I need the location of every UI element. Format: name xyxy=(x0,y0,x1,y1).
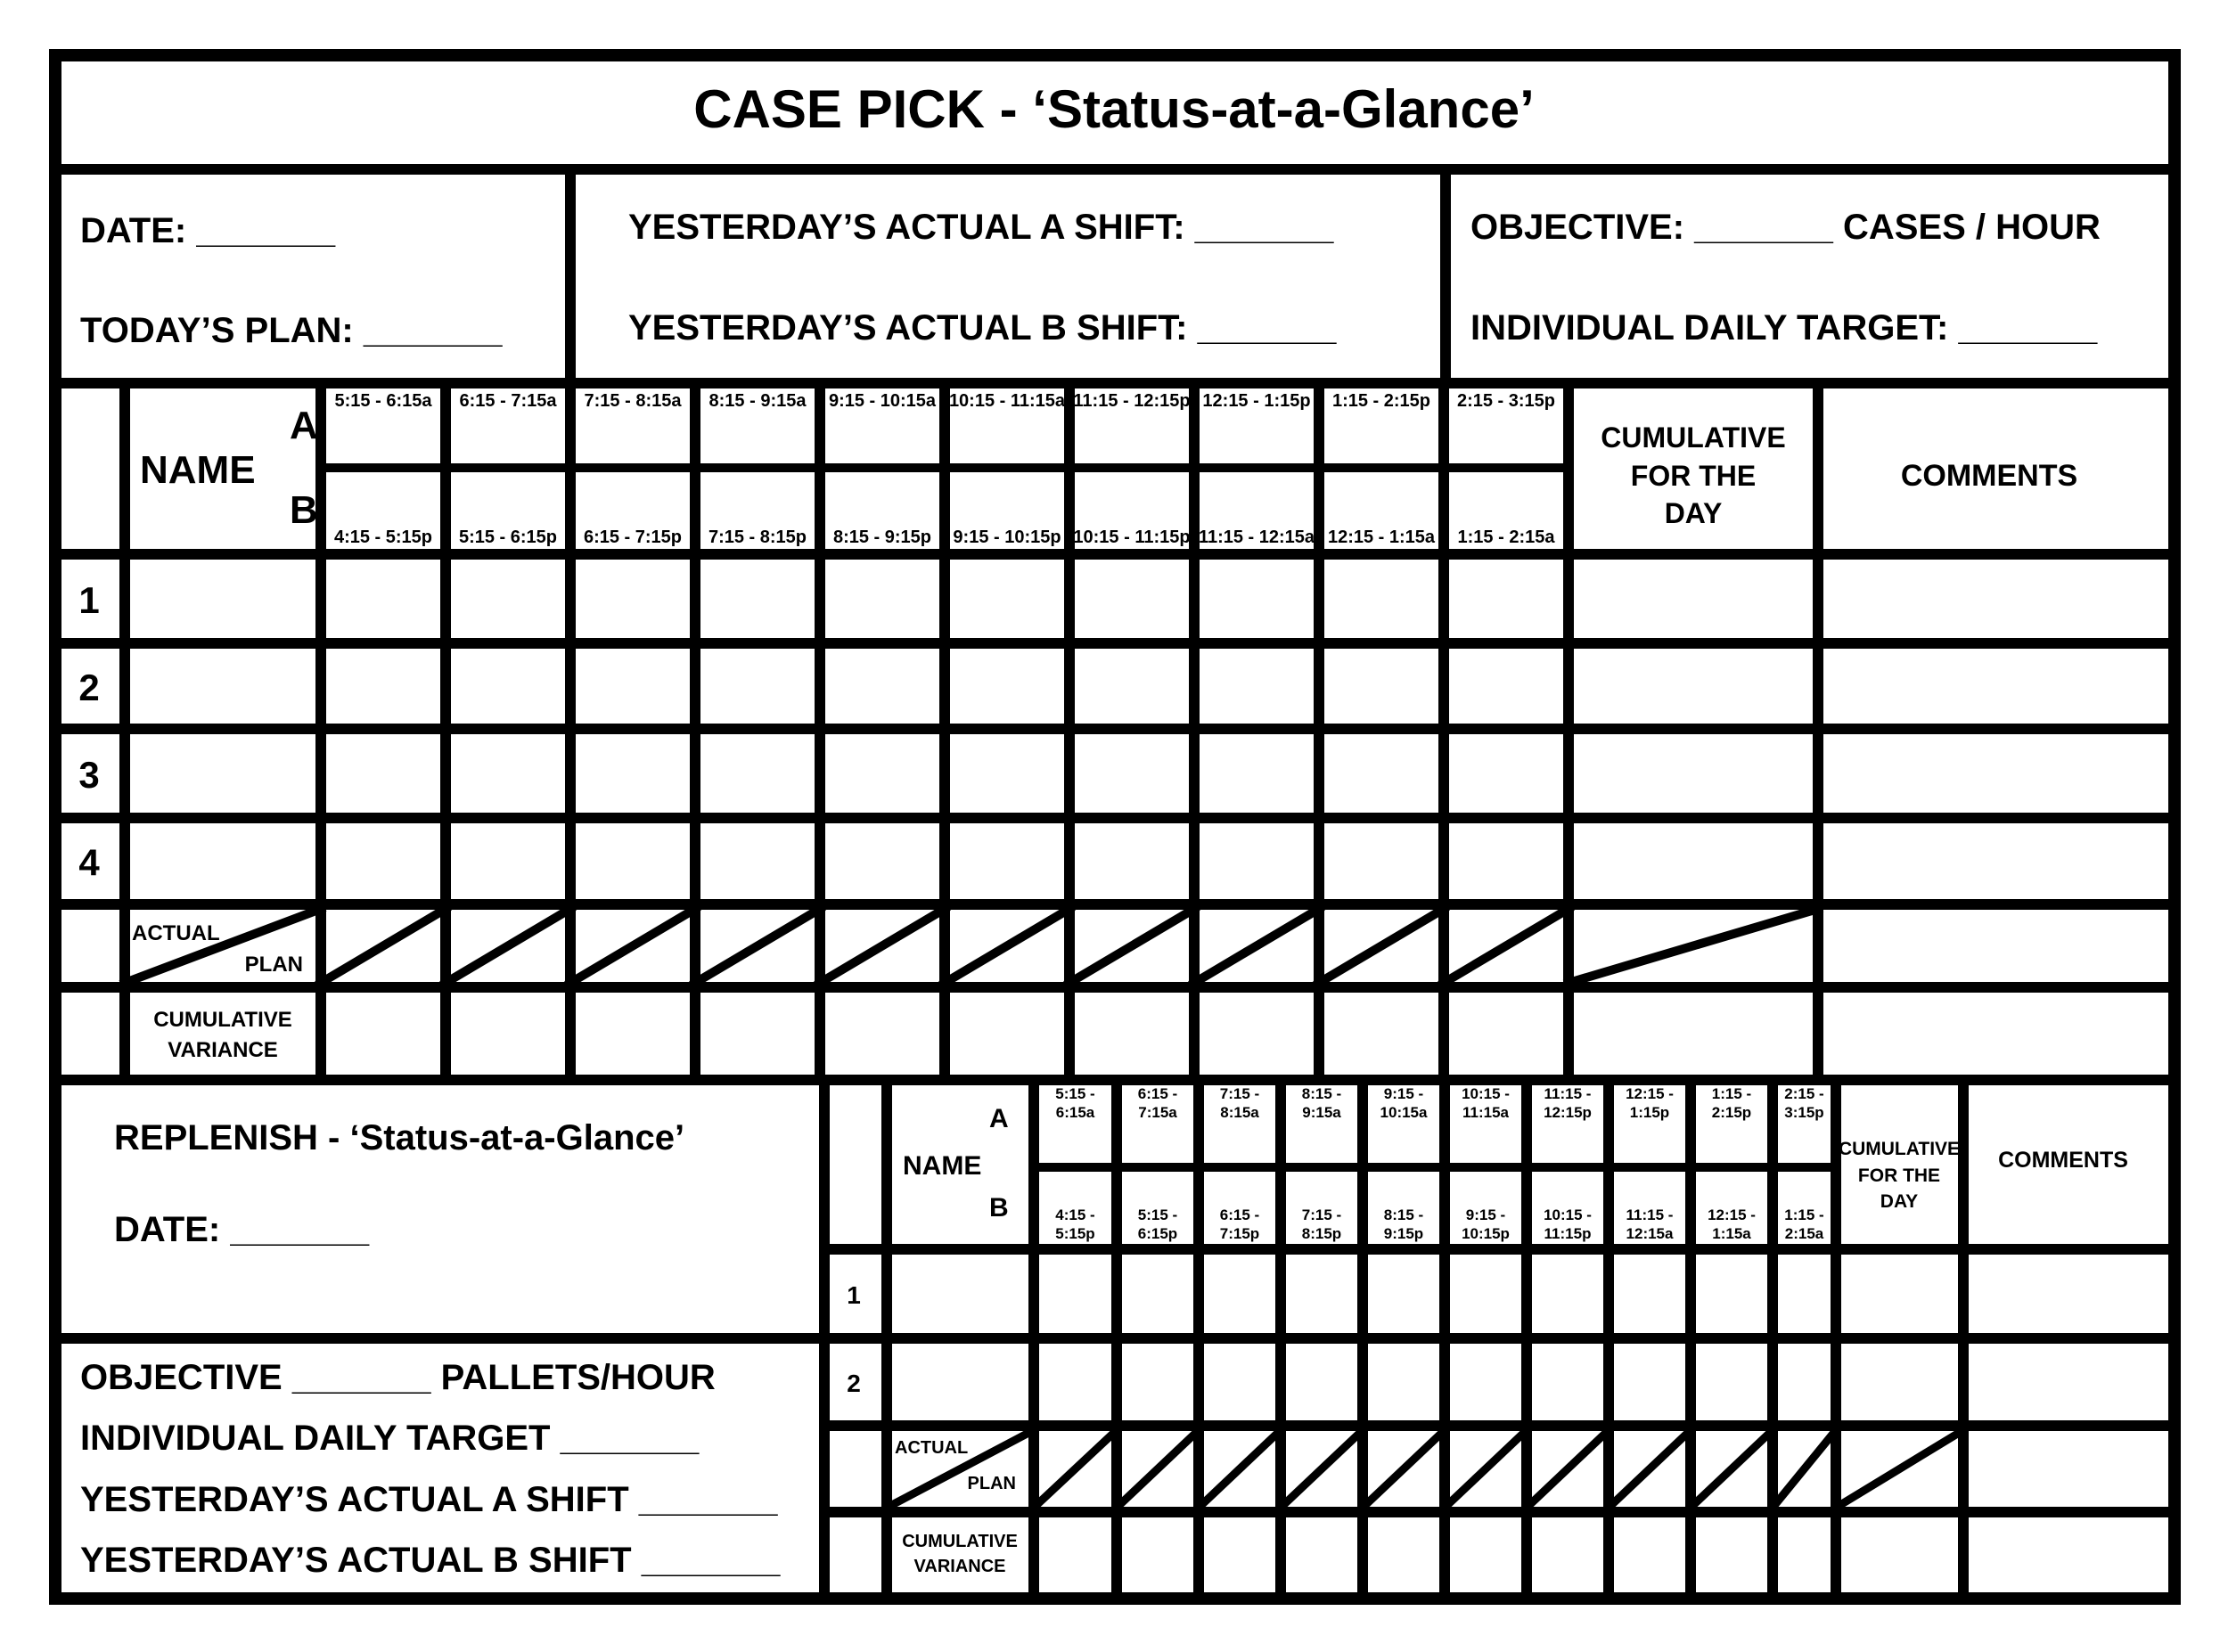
replenish-entry-cell[interactable] xyxy=(1281,1338,1363,1426)
case-pick-actual-plan-cell[interactable] xyxy=(446,904,570,987)
replenish-actual-plan-cell[interactable] xyxy=(1963,1426,2175,1512)
case-pick-entry-cell[interactable] xyxy=(1818,643,2175,729)
replenish-actual-plan-cell[interactable] xyxy=(1773,1426,1836,1512)
replenish-a-time-label: 5:15 - xyxy=(1055,1085,1095,1102)
case-pick-actual-plan-cell[interactable] xyxy=(1444,904,1569,987)
case-pick-entry-cell[interactable] xyxy=(125,729,321,818)
case-pick-a-time-label: 9:15 - 10:15a xyxy=(828,391,937,411)
case-pick-objective-field[interactable]: OBJECTIVE: _______ CASES / HOUR xyxy=(1470,208,2101,247)
case-pick-entry-cell[interactable] xyxy=(446,818,570,904)
case-pick-variance-cell[interactable] xyxy=(1069,987,1194,1080)
replenish-variance-cell[interactable] xyxy=(1691,1512,1773,1599)
replenish-title: REPLENISH - ‘Status-at-a-Glance’ xyxy=(114,1118,685,1157)
replenish-b-time-label: 12:15a xyxy=(1626,1225,1674,1242)
case-pick-variance-cell[interactable] xyxy=(1319,987,1444,1080)
case-pick-entry-cell[interactable] xyxy=(321,643,446,729)
replenish-entry-cell[interactable] xyxy=(1963,1249,2175,1338)
replenish-variance-cell[interactable] xyxy=(1117,1512,1199,1599)
replenish-individual-target-field[interactable]: INDIVIDUAL DAILY TARGET _______ xyxy=(80,1419,700,1458)
case-pick-variance-cell[interactable] xyxy=(1569,987,1818,1080)
case-pick-entry-cell[interactable] xyxy=(1818,554,2175,643)
case-pick-b-time-label: 1:15 - 2:15a xyxy=(1457,527,1555,547)
replenish-a-time-label: 7:15 - xyxy=(1219,1085,1260,1102)
replenish-variance-cell[interactable] xyxy=(1836,1512,1963,1599)
replenish-cumulative-header-line: CUMULATIVE xyxy=(1838,1139,1961,1159)
case-pick-actual-plan-cell[interactable] xyxy=(945,904,1069,987)
case-pick-entry-cell[interactable] xyxy=(1569,729,1818,818)
replenish-b-time-label: 1:15a xyxy=(1712,1225,1751,1242)
replenish-b-time-label: 6:15 - xyxy=(1219,1206,1260,1223)
replenish-cumulative-header-line: DAY xyxy=(1880,1191,1919,1212)
replenish-entry-cell[interactable] xyxy=(1281,1249,1363,1338)
replenish-a-time-label: 8:15 - xyxy=(1301,1085,1342,1102)
case-pick-entry-cell[interactable] xyxy=(695,729,820,818)
replenish-entry-cell[interactable] xyxy=(1034,1249,1117,1338)
case-pick-entry-cell[interactable] xyxy=(446,643,570,729)
replenish-entry-cell[interactable] xyxy=(1691,1249,1773,1338)
case-pick-entry-cell[interactable] xyxy=(125,818,321,904)
case-pick-b-time-label: 5:15 - 6:15p xyxy=(458,527,558,547)
case-pick-entry-cell[interactable] xyxy=(446,554,570,643)
case-pick-actual-plan-cell[interactable] xyxy=(1319,904,1444,987)
case-pick-variance-cell[interactable] xyxy=(695,987,820,1080)
case-pick-cumulative-variance-label: CUMULATIVE xyxy=(153,1008,292,1032)
replenish-entry-cell[interactable] xyxy=(887,1249,1034,1338)
replenish-name-header: NAME xyxy=(903,1151,982,1181)
replenish-cumulative-header-line: FOR THE xyxy=(1857,1165,1941,1186)
case-pick-variance-cell[interactable] xyxy=(321,987,446,1080)
replenish-entry-cell[interactable] xyxy=(1199,1249,1281,1338)
replenish-entry-cell[interactable] xyxy=(1527,1249,1609,1338)
case-pick-actual-label: ACTUAL xyxy=(132,921,220,945)
replenish-a-time-label: 9:15 - xyxy=(1383,1085,1424,1102)
case-pick-actual-plan-cell[interactable] xyxy=(1194,904,1319,987)
case-pick-variance-cell[interactable] xyxy=(820,987,945,1080)
replenish-actual-plan-cell[interactable] xyxy=(1691,1426,1773,1512)
replenish-b-time-label: 8:15p xyxy=(1301,1225,1342,1242)
replenish-a-time-label: 9:15a xyxy=(1302,1104,1341,1121)
case-pick-entry-cell[interactable] xyxy=(1818,818,2175,904)
replenish-b-time-label: 1:15 - xyxy=(1784,1206,1824,1223)
case-pick-a-time-label: 12:15 - 1:15p xyxy=(1202,391,1311,411)
case-pick-entry-cell[interactable] xyxy=(1194,643,1319,729)
case-pick-entry-cell[interactable] xyxy=(1444,729,1569,818)
case-pick-cumulative-variance-label: VARIANCE xyxy=(168,1038,278,1062)
case-pick-actual-plan-cell[interactable] xyxy=(321,904,446,987)
replenish-variance-cell[interactable] xyxy=(1963,1512,2175,1599)
case-pick-variance-cell[interactable] xyxy=(1444,987,1569,1080)
case-pick-variance-cell[interactable] xyxy=(1818,987,2175,1080)
case-pick-entry-cell[interactable] xyxy=(820,818,945,904)
case-pick-row-number: 2 xyxy=(78,667,100,708)
case-pick-entry-cell[interactable] xyxy=(321,818,446,904)
replenish-b-time-label: 8:15 - xyxy=(1383,1206,1424,1223)
replenish-b-time-label: 11:15 - xyxy=(1626,1206,1674,1223)
replenish-entry-cell[interactable] xyxy=(1609,1338,1691,1426)
case-pick-a-time-label: 6:15 - 7:15a xyxy=(459,391,557,411)
replenish-b-time-label: 11:15p xyxy=(1544,1225,1592,1242)
replenish-entry-cell[interactable] xyxy=(1836,1249,1963,1338)
case-pick-entry-cell[interactable] xyxy=(321,729,446,818)
case-pick-entry-cell[interactable] xyxy=(945,729,1069,818)
case-pick-b-time-label: 7:15 - 8:15p xyxy=(708,527,807,547)
replenish-a-time-label: 6:15a xyxy=(1055,1104,1095,1121)
replenish-a-time-label: 10:15 - xyxy=(1462,1085,1510,1102)
case-pick-entry-cell[interactable] xyxy=(945,643,1069,729)
case-pick-yesterday-b-field[interactable]: YESTERDAY’S ACTUAL B SHIFT: _______ xyxy=(628,308,1337,348)
case-pick-entry-cell[interactable] xyxy=(321,554,446,643)
case-pick-entry-cell[interactable] xyxy=(1194,818,1319,904)
replenish-yesterday-a-field[interactable]: YESTERDAY’S ACTUAL A SHIFT _______ xyxy=(80,1480,778,1519)
case-pick-todays-plan-field[interactable]: TODAY’S PLAN: _______ xyxy=(80,311,503,350)
replenish-a-time-label: 12:15 - xyxy=(1626,1085,1674,1102)
case-pick-entry-cell[interactable] xyxy=(1319,818,1444,904)
replenish-plan-label: PLAN xyxy=(967,1474,1016,1493)
replenish-entry-cell[interactable] xyxy=(887,1338,1034,1426)
case-pick-b-time-label: 6:15 - 7:15p xyxy=(583,527,683,547)
case-pick-date-field[interactable]: DATE: _______ xyxy=(80,211,336,250)
case-pick-variance-cell[interactable] xyxy=(570,987,695,1080)
replenish-entry-cell[interactable] xyxy=(1773,1249,1836,1338)
replenish-row-number: 2 xyxy=(847,1370,861,1397)
replenish-variance-cell[interactable] xyxy=(1363,1512,1445,1599)
case-pick-a-time-label: 5:15 - 6:15a xyxy=(334,391,432,411)
replenish-entry-cell[interactable] xyxy=(1836,1338,1963,1426)
case-pick-entry-cell[interactable] xyxy=(570,729,695,818)
replenish-a-time-label: 2:15 - xyxy=(1784,1085,1824,1102)
replenish-entry-cell[interactable] xyxy=(1963,1338,2175,1426)
replenish-actual-plan-cell[interactable] xyxy=(1836,1426,1963,1512)
replenish-actual-plan-cell[interactable] xyxy=(1445,1426,1527,1512)
case-pick-name-header: NAME xyxy=(140,448,256,492)
replenish-date-field[interactable]: DATE: _______ xyxy=(114,1210,370,1249)
case-pick-entry-cell[interactable] xyxy=(820,729,945,818)
replenish-actual-plan-cell[interactable] xyxy=(1034,1426,1117,1512)
replenish-b-time-label: 10:15p xyxy=(1462,1225,1510,1242)
case-pick-cumulative-header-line: CUMULATIVE xyxy=(1601,421,1786,454)
case-pick-individual-target-field[interactable]: INDIVIDUAL DAILY TARGET: _______ xyxy=(1470,308,2098,348)
case-pick-b-time-label: 9:15 - 10:15p xyxy=(953,527,1061,547)
case-pick-entry-cell[interactable] xyxy=(1319,554,1444,643)
replenish-variance-cell[interactable] xyxy=(1281,1512,1363,1599)
case-pick-variance-cell[interactable] xyxy=(446,987,570,1080)
replenish-entry-cell[interactable] xyxy=(1363,1249,1445,1338)
replenish-entry-cell[interactable] xyxy=(1117,1249,1199,1338)
replenish-a-time-label: 7:15a xyxy=(1138,1104,1177,1121)
case-pick-entry-cell[interactable] xyxy=(820,554,945,643)
case-pick-cumulative-header-line: DAY xyxy=(1664,497,1723,529)
replenish-variance-cell[interactable] xyxy=(1773,1512,1836,1599)
replenish-a-time-label: 12:15p xyxy=(1544,1104,1592,1121)
case-pick-shift-b-label: B xyxy=(290,488,318,532)
case-pick-plan-label: PLAN xyxy=(244,953,303,977)
case-pick-entry-cell[interactable] xyxy=(695,818,820,904)
replenish-a-time-label: 10:15a xyxy=(1380,1104,1428,1121)
case-pick-yesterday-a-field[interactable]: YESTERDAY’S ACTUAL A SHIFT: _______ xyxy=(628,208,1334,247)
replenish-cumulative-variance-label: VARIANCE xyxy=(913,1557,1006,1576)
replenish-b-time-label: 5:15 - xyxy=(1137,1206,1178,1223)
replenish-b-time-label: 4:15 - xyxy=(1055,1206,1095,1223)
case-pick-a-time-label: 11:15 - 12:15p xyxy=(1073,391,1191,411)
case-pick-entry-cell[interactable] xyxy=(945,818,1069,904)
case-pick-a-time-label: 1:15 - 2:15p xyxy=(1331,391,1431,411)
case-pick-a-time-label: 10:15 - 11:15a xyxy=(948,391,1066,411)
case-pick-b-time-label: 12:15 - 1:15a xyxy=(1327,527,1436,547)
case-pick-entry-cell[interactable] xyxy=(1818,729,2175,818)
replenish-actual-plan-cell[interactable] xyxy=(1527,1426,1609,1512)
replenish-entry-cell[interactable] xyxy=(1445,1338,1527,1426)
replenish-shift-a-label: A xyxy=(989,1104,1009,1133)
replenish-b-time-label: 10:15 - xyxy=(1544,1206,1592,1223)
case-pick-entry-cell[interactable] xyxy=(1444,643,1569,729)
case-pick-comments-header: COMMENTS xyxy=(1900,459,2078,493)
replenish-a-time-label: 6:15 - xyxy=(1137,1085,1178,1102)
replenish-entry-cell[interactable] xyxy=(1527,1338,1609,1426)
replenish-comments-header: COMMENTS xyxy=(1998,1148,2128,1173)
case-pick-b-time-label: 8:15 - 9:15p xyxy=(832,527,932,547)
replenish-shift-b-label: B xyxy=(989,1193,1009,1223)
replenish-b-time-label: 6:15p xyxy=(1137,1225,1178,1242)
case-pick-entry-cell[interactable] xyxy=(1069,729,1194,818)
replenish-a-time-label: 3:15p xyxy=(1784,1104,1824,1121)
case-pick-entry-cell[interactable] xyxy=(695,643,820,729)
replenish-b-time-label: 5:15p xyxy=(1055,1225,1095,1242)
case-pick-entry-cell[interactable] xyxy=(695,554,820,643)
case-pick-entry-cell[interactable] xyxy=(1569,643,1818,729)
case-pick-entry-cell[interactable] xyxy=(1069,554,1194,643)
case-pick-entry-cell[interactable] xyxy=(125,643,321,729)
case-pick-entry-cell[interactable] xyxy=(570,818,695,904)
case-pick-entry-cell[interactable] xyxy=(1444,818,1569,904)
replenish-b-time-label: 7:15 - xyxy=(1301,1206,1342,1223)
case-pick-entry-cell[interactable] xyxy=(1069,643,1194,729)
replenish-a-time-label: 11:15 - xyxy=(1544,1085,1592,1102)
replenish-a-time-label: 11:15a xyxy=(1462,1104,1509,1121)
replenish-entry-cell[interactable] xyxy=(1609,1249,1691,1338)
replenish-entry-cell[interactable] xyxy=(1117,1338,1199,1426)
case-pick-a-time-label: 7:15 - 8:15a xyxy=(584,391,682,411)
replenish-actual-plan-cell[interactable] xyxy=(1363,1426,1445,1512)
case-pick-entry-cell[interactable] xyxy=(1319,643,1444,729)
case-pick-entry-cell[interactable] xyxy=(1444,554,1569,643)
replenish-actual-plan-cell[interactable] xyxy=(1609,1426,1691,1512)
case-pick-entry-cell[interactable] xyxy=(945,554,1069,643)
case-pick-actual-plan-cell[interactable] xyxy=(570,904,695,987)
case-pick-variance-cell[interactable] xyxy=(1194,987,1319,1080)
case-pick-actual-plan-cell[interactable] xyxy=(1818,904,2175,987)
case-pick-entry-cell[interactable] xyxy=(1194,729,1319,818)
replenish-entry-cell[interactable] xyxy=(1363,1338,1445,1426)
case-pick-variance-cell[interactable] xyxy=(945,987,1069,1080)
case-pick-actual-plan-cell[interactable] xyxy=(695,904,820,987)
case-pick-entry-cell[interactable] xyxy=(820,643,945,729)
case-pick-entry-cell[interactable] xyxy=(1069,818,1194,904)
replenish-a-time-label: 1:15p xyxy=(1629,1104,1670,1121)
case-pick-actual-plan-cell[interactable] xyxy=(1069,904,1194,987)
replenish-objective-field[interactable]: OBJECTIVE _______ PALLETS/HOUR xyxy=(80,1358,716,1397)
case-pick-title: CASE PICK - ‘Status-at-a-Glance’ xyxy=(693,79,1535,139)
replenish-a-time-label: 1:15 - xyxy=(1711,1085,1752,1102)
replenish-entry-cell[interactable] xyxy=(1445,1249,1527,1338)
replenish-cumulative-variance-label: CUMULATIVE xyxy=(902,1532,1018,1551)
case-pick-b-time-label: 10:15 - 11:15p xyxy=(1073,527,1191,547)
replenish-variance-cell[interactable] xyxy=(1609,1512,1691,1599)
case-pick-shift-a-label: A xyxy=(290,404,318,447)
replenish-yesterday-b-field[interactable]: YESTERDAY’S ACTUAL B SHIFT _______ xyxy=(80,1541,781,1580)
case-pick-cumulative-header-line: FOR THE xyxy=(1630,460,1757,492)
case-pick-entry-cell[interactable] xyxy=(1319,729,1444,818)
case-pick-a-time-label: 2:15 - 3:15p xyxy=(1456,391,1556,411)
case-pick-entry-cell[interactable] xyxy=(570,554,695,643)
replenish-actual-plan-cell[interactable] xyxy=(1199,1426,1281,1512)
replenish-b-time-label: 12:15 - xyxy=(1708,1206,1756,1223)
replenish-entry-cell[interactable] xyxy=(1199,1338,1281,1426)
replenish-b-time-label: 2:15a xyxy=(1784,1225,1824,1242)
replenish-actual-plan-cell[interactable] xyxy=(1117,1426,1199,1512)
replenish-actual-label: ACTUAL xyxy=(895,1438,969,1458)
case-pick-entry-cell[interactable] xyxy=(1569,818,1818,904)
case-pick-entry-cell[interactable] xyxy=(1194,554,1319,643)
replenish-a-time-label: 8:15a xyxy=(1220,1104,1259,1121)
replenish-variance-cell[interactable] xyxy=(1034,1512,1117,1599)
case-pick-entry-cell[interactable] xyxy=(125,554,321,643)
replenish-variance-cell[interactable] xyxy=(1445,1512,1527,1599)
replenish-row-number: 1 xyxy=(847,1281,861,1309)
case-pick-b-time-label: 4:15 - 5:15p xyxy=(333,527,433,547)
case-pick-actual-plan-cell[interactable] xyxy=(1569,904,1818,987)
replenish-a-time-label: 2:15p xyxy=(1711,1104,1752,1121)
case-pick-entry-cell[interactable] xyxy=(1569,554,1818,643)
case-pick-b-time-label: 11:15 - 12:15a xyxy=(1198,527,1315,547)
case-pick-entry-cell[interactable] xyxy=(446,729,570,818)
case-pick-actual-plan-cell[interactable] xyxy=(820,904,945,987)
case-pick-row-number: 1 xyxy=(78,579,100,621)
replenish-variance-cell[interactable] xyxy=(1527,1512,1609,1599)
replenish-b-time-label: 9:15 - xyxy=(1465,1206,1506,1223)
case-pick-row-number: 3 xyxy=(78,754,100,796)
case-pick-entry-cell[interactable] xyxy=(570,643,695,729)
replenish-entry-cell[interactable] xyxy=(1691,1338,1773,1426)
case-pick-row-number: 4 xyxy=(78,841,100,884)
replenish-b-time-label: 9:15p xyxy=(1383,1225,1424,1242)
case-pick-a-time-label: 8:15 - 9:15a xyxy=(709,391,807,411)
replenish-b-time-label: 7:15p xyxy=(1219,1225,1260,1242)
replenish-variance-cell[interactable] xyxy=(1199,1512,1281,1599)
replenish-entry-cell[interactable] xyxy=(1034,1338,1117,1426)
replenish-actual-plan-cell[interactable] xyxy=(1281,1426,1363,1512)
replenish-entry-cell[interactable] xyxy=(1773,1338,1836,1426)
